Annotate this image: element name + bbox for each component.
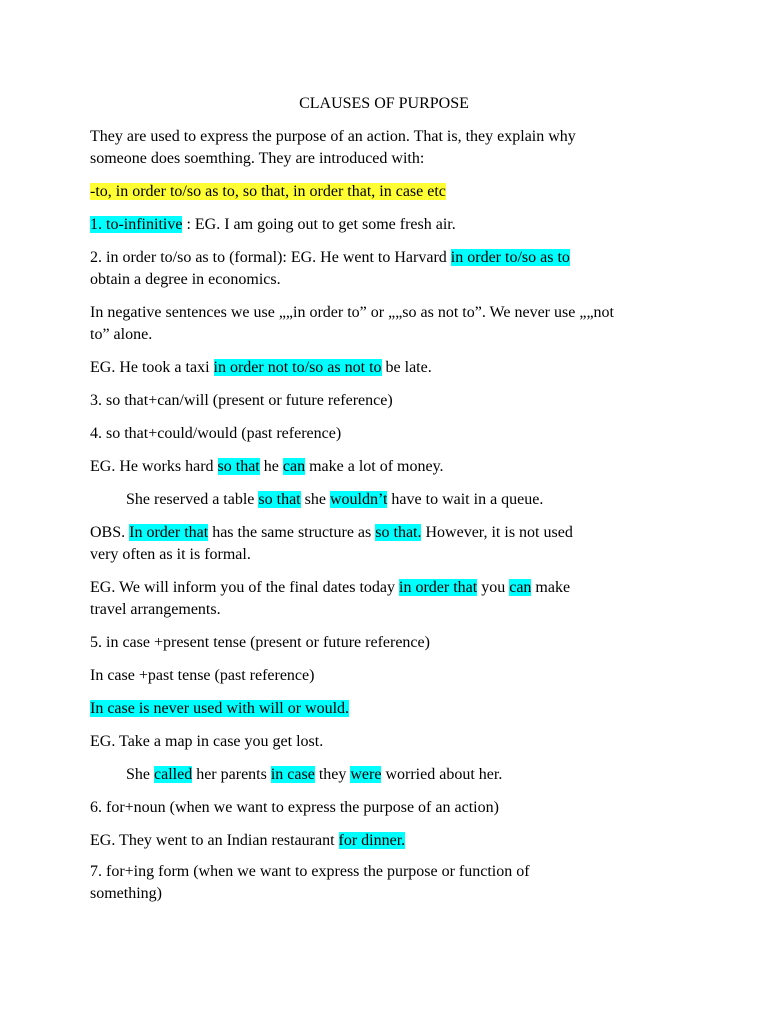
text-segment: She [126,766,154,783]
text-segment: 4. so that+could/would (past reference) [90,425,342,442]
text-line [90,358,432,378]
text-segment: to” alone. [90,326,153,343]
text-line [90,248,570,268]
text-segment: make [531,579,571,596]
text-segment: 6. for+noun (when we want to express the purpose of an action) [90,799,499,816]
text-segment: EG. We will inform you of the final dates today [90,579,400,596]
highlighted-text: in order not to/so as not to [213,359,382,376]
text-segment: : EG. I am going out to get some fresh air. [182,216,456,233]
text-segment: travel arrangements. [90,601,221,618]
text-segment: be late. [381,359,432,376]
text-segment: you [477,579,510,596]
text-line [90,391,393,411]
text-segment: make a lot of money. [305,458,444,475]
text-line [90,578,570,598]
highlighted-text: for dinner. [338,832,406,849]
text-segment: They are used to express the purpose of an action. That is, they explain why [90,128,576,145]
highlighted-text: 1. to-infinitive [90,216,183,233]
highlighted-text: in order to/so as to [450,249,570,266]
text-line [90,884,162,904]
text-segment: he [259,458,283,475]
text-segment: However, it is not used [421,524,573,541]
text-segment: She reserved a table [126,491,259,508]
text-segment: has the same structure as [208,524,376,541]
text-segment: someone does soemthing. They are introduced with: [90,150,425,167]
text-line [90,798,499,818]
text-segment: In negative sentences we use „„in order to” or „„so as not to”. We never use „„not [90,304,614,321]
highlighted-text: were [350,766,382,783]
text-segment: 3. so that+can/will (present or future reference) [90,392,393,409]
text-segment: 5. in case +present tense (present or future reference) [90,634,430,651]
text-line [90,457,444,477]
text-line [90,600,221,620]
text-line [126,765,502,785]
highlighted-text: in case [270,766,315,783]
text-line [90,699,349,719]
text-segment: EG. He took a taxi [90,359,214,376]
text-line [90,270,281,290]
text-segment: EG. Take a map in case you get lost. [90,733,324,750]
text-line [90,666,314,686]
highlighted-text: can [509,579,532,596]
text-segment: OBS. [90,524,130,541]
text-segment: something) [90,885,162,902]
highlighted-text: in order that [399,579,478,596]
text-line [90,545,251,565]
text-line [90,149,424,169]
text-segment: she [300,491,330,508]
text-line [90,424,341,444]
text-line [90,325,152,345]
text-line [90,732,323,752]
text-segment: EG. They went to an Indian restaurant [90,832,339,849]
highlighted-text: called [154,766,193,783]
text-segment: In case +past tense (past reference) [90,667,315,684]
text-segment: 2. in order to/so as to (formal): EG. He went to Harvard [90,249,451,266]
text-segment: obtain a degree in economics. [90,271,281,288]
text-segment: 7. for+ing form (when we want to express the purpose or function of [90,863,530,880]
text-segment: her parents [192,766,271,783]
text-line [90,523,573,543]
text-line [90,633,430,653]
text-line [90,127,576,147]
text-segment: worried about her. [381,766,503,783]
highlighted-text: so that [258,491,301,508]
text-line [90,862,530,882]
text-segment: have to wait in a queue. [387,491,544,508]
document-title: CLAUSES OF PURPOSE [299,95,469,112]
text-line [90,303,614,323]
highlighted-text: In case is never used with will or would. [90,700,350,717]
text-segment: very often as it is formal. [90,546,251,563]
highlighted-text: so that [217,458,260,475]
text-segment: EG. He works hard [90,458,218,475]
highlighted-text: In order that [129,524,209,541]
text-line [90,215,456,235]
text-segment: they [314,766,351,783]
highlighted-text: so that. [375,524,422,541]
highlighted-text: can [282,458,306,475]
text-line [126,490,543,510]
text-line [90,182,446,202]
highlighted-text: wouldn’t [329,491,388,508]
highlighted-text: -to, in order to/so as to, so that, in order that, in case etc [90,183,446,200]
text-line [90,831,405,851]
